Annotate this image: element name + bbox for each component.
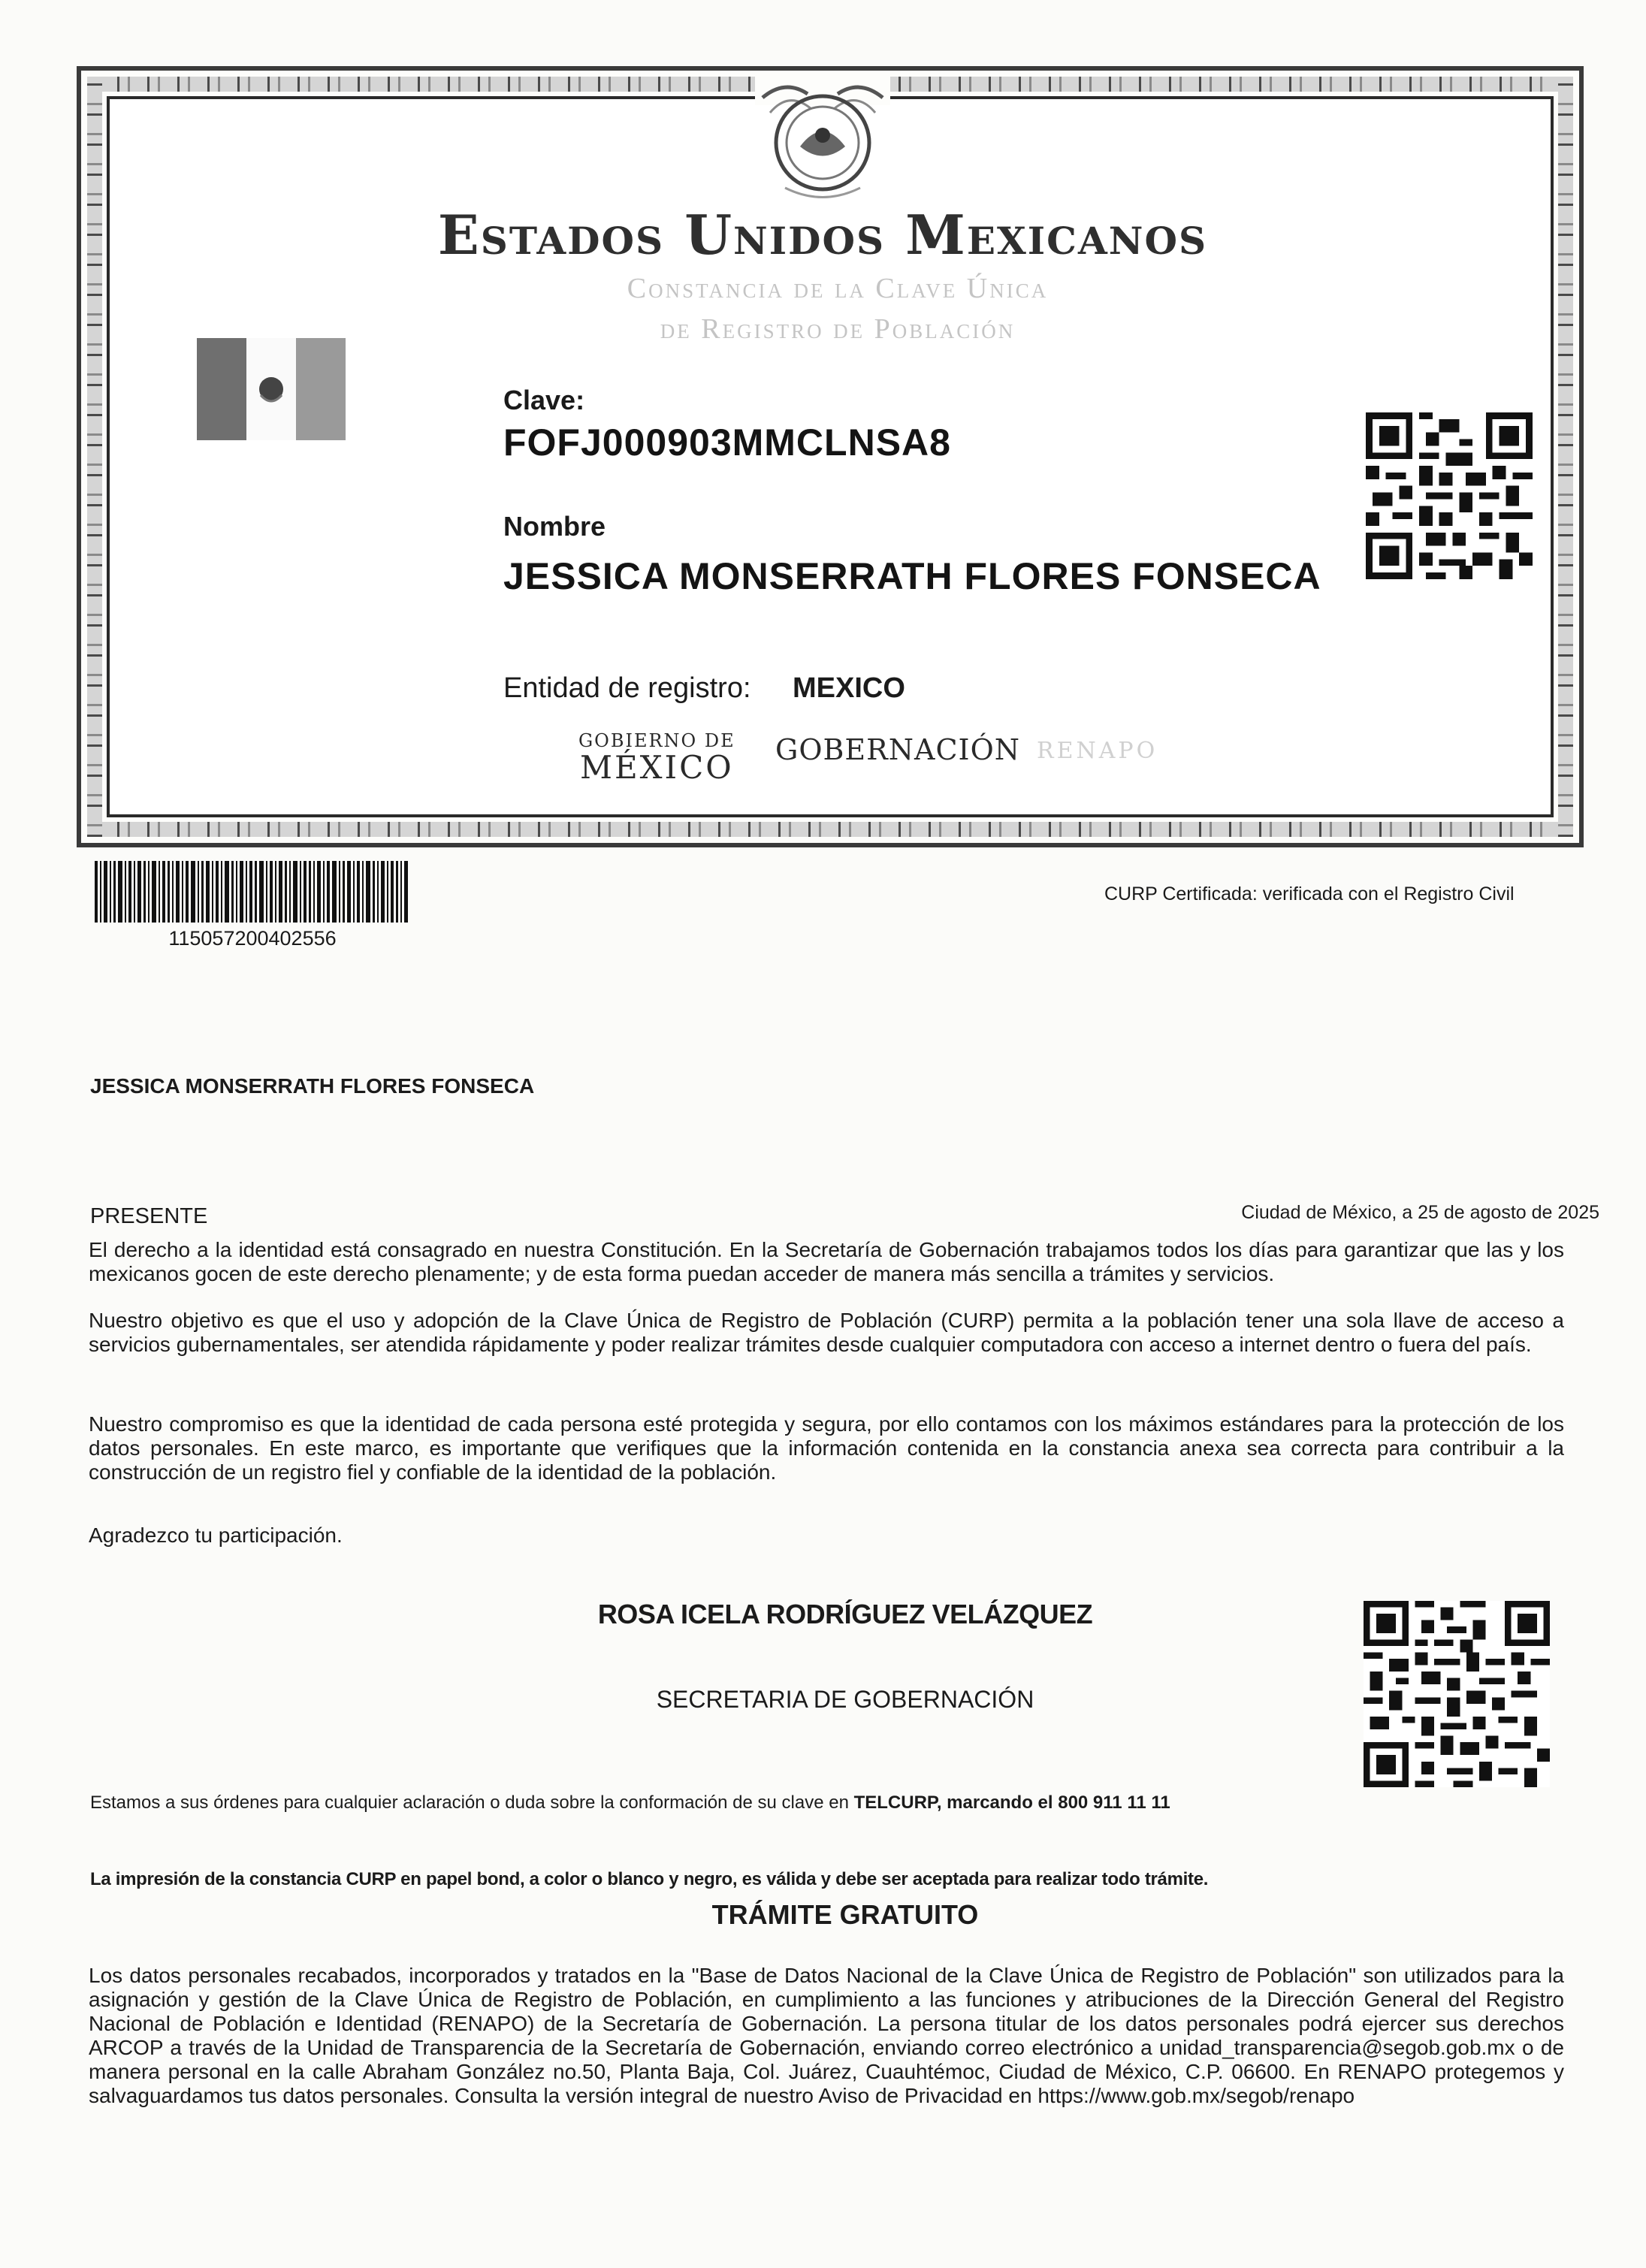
addressee: JESSICA MONSERRATH FLORES FONSECA — [90, 1074, 535, 1098]
gobernacion-logo: GOBERNACIÓN — [775, 733, 1020, 766]
renapo-logo: RENAPO — [1037, 738, 1158, 764]
nombre-value: JESSICA MONSERRATH FLORES FONSECA — [503, 555, 1321, 597]
privacy-paragraph: Los datos personales recabados, incorporados y tratados en la "Base de Datos Nacional de la Clave Única de Registro de Población" son utilizados para la asignación y gestión de la Clave Única de Registro de Población, en cumplimiento a las funciones y atribuciones de la Dirección General del Registro Nacional de Población e Identidad (RENAPO) de la Secretaría de Gobernación. La persona titular de los datos personales podrá ejercer sus derechos ARCOP a través de la Unidad de Transparencia de la Secretaría de Gobernación, enviando correo electrónico a unidad_transparencia@segob.gob.mx o de manera personal en la calle Abraham González no.50, Planta Baja, Col. Juárez, Cuauhtémoc, Ciudad de México, C.P. 06600. En RENAPO protegemos y salvaguardamos tus datos personales. Consulta la versión integral de nuestro Aviso de Privacidad en https://www.gob.mx/segob/renapo — [89, 1964, 1564, 2107]
frame-border-right — [1558, 77, 1573, 837]
clave-label: Clave: — [503, 385, 585, 415]
gobierno-de-mexico-logo — [578, 730, 735, 784]
gobierno-logo-small: GOBIERNO DE — [578, 730, 735, 751]
entidad-value: MEXICO — [793, 672, 905, 704]
frame-border-bottom — [87, 822, 1573, 837]
mexico-flag-icon — [197, 338, 346, 440]
letter-date: Ciudad de México, a 25 de agosto de 2025 — [1241, 1202, 1599, 1223]
paragraph-1: El derecho a la identidad está consagrado en nuestra Constitución. En la Secretaría de Gobernación trabajamos todos los días para garantizar que las y los mexicanos gocen de este derecho plenamente; y de esta forma puedan acceder de manera más sencilla a trámites y servicios. — [89, 1238, 1564, 1285]
nombre-label: Nombre — [503, 511, 606, 542]
verification-qr-code-icon — [1364, 1596, 1550, 1792]
certification-note: CURP Certificada: verificada con el Registro Civil — [1104, 883, 1515, 904]
barcode-number: 115057200402556 — [168, 927, 337, 950]
tramite-gratuito: TRÁMITE GRATUITO — [711, 1899, 979, 1930]
paragraph-3: Nuestro compromiso es que la identidad de cada persona esté protegida y segura, por ello contamos con los máximos estándares para la protección de los datos personales. En este marco, es importante que verifiques que la información contenida en la constancia anexa sea correcta para contribuir a la construcción de un registro fiel y confiable de la identidad de la población. — [89, 1412, 1564, 1484]
qr-code-icon — [1366, 407, 1533, 584]
paragraph-2: Nuestro objetivo es que el uso y adopción de la Clave Única de Registro de Población (CURP) permita a la población tener una sola llave de acceso a servicios gubernamentales, ser atendida rápidamente y poder realizar trámites desde cualquier computadora con acceso a internet dentro o fuera del país. — [89, 1309, 1564, 1356]
closing-line: Agradezco tu participación. — [89, 1524, 343, 1547]
certificate-subtitle-line1: Constancia de la Clave Única — [627, 273, 1049, 304]
barcode-icon — [95, 861, 410, 923]
validity-note: La impresión de la constancia CURP en papel bond, a color o blanco y negro, es válida y debe ser aceptada para realizar todo trámite. — [90, 1869, 1209, 1889]
telcurp-text: Estamos a sus órdenes para cualquier aclaración o duda sobre la conformación de su clave en — [90, 1792, 854, 1813]
eagle-emblem-icon — [755, 75, 890, 207]
signer-role: SECRETARIA DE GOBERNACIÓN — [656, 1686, 1034, 1713]
curp-value: FOFJ000903MMCLNSA8 — [503, 421, 951, 464]
presente-label: PRESENTE — [90, 1204, 208, 1228]
frame-border-left — [87, 77, 102, 837]
signer-name: ROSA ICELA RODRÍGUEZ VELÁZQUEZ — [597, 1599, 1093, 1629]
certificate-title: Estados Unidos Mexicanos — [437, 203, 1208, 267]
certificate-subtitle-line2: de Registro de Población — [660, 313, 1016, 345]
entidad-label: Entidad de registro: — [503, 672, 751, 704]
telcurp-phone: TELCURP, marcando el 800 911 11 11 — [853, 1792, 1170, 1813]
telcurp-line — [90, 1792, 1170, 1813]
gobierno-logo-big: MÉXICO — [579, 749, 734, 786]
